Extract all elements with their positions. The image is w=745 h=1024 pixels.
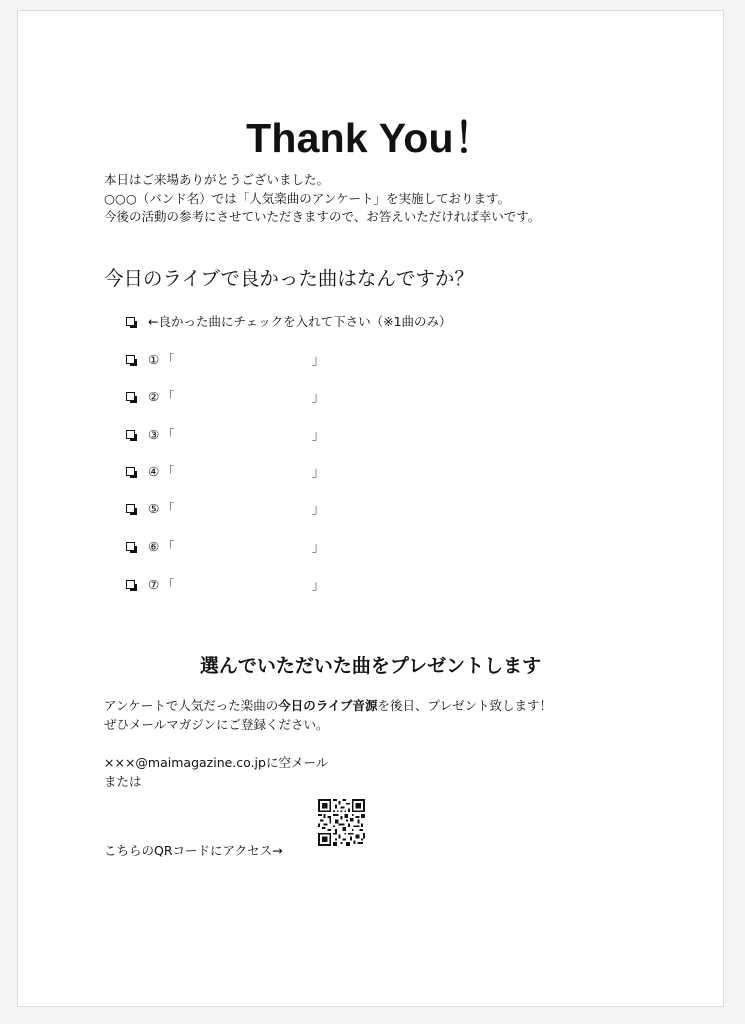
song-checkbox[interactable] bbox=[126, 580, 135, 589]
present-line: ぜひメールマガジンにご登録ください。 bbox=[104, 717, 329, 732]
present-text-bold: 今日のライブ音源 bbox=[278, 698, 378, 713]
bracket-close: 」 bbox=[312, 389, 325, 404]
song-number: ② bbox=[148, 388, 160, 404]
bracket-open: 「 bbox=[162, 352, 175, 367]
intro-text bbox=[104, 171, 540, 227]
song-number: ③ bbox=[148, 426, 160, 442]
qr-access-text: こちらのQRコードにアクセス→ bbox=[104, 843, 283, 858]
present-text-after: を後日、プレゼント致します！ bbox=[377, 698, 553, 713]
bracket-close: 」 bbox=[312, 464, 325, 479]
bracket-open: 「 bbox=[162, 427, 175, 442]
song-option-row[interactable] bbox=[126, 574, 325, 594]
bracket-close: 」 bbox=[312, 501, 325, 516]
song-checkbox[interactable] bbox=[126, 504, 135, 513]
contact-info bbox=[104, 753, 328, 791]
song-checkbox[interactable] bbox=[126, 355, 135, 364]
instruction-row bbox=[126, 311, 452, 331]
present-text-before: アンケートで人気だった楽曲の bbox=[104, 698, 279, 713]
song-option-row[interactable] bbox=[126, 461, 325, 481]
song-checkbox[interactable] bbox=[126, 542, 135, 551]
instruction-text: ←良かった曲にチェックを入れて下さい（※1曲のみ） bbox=[148, 314, 452, 329]
intro-line: ○○○（バンド名）では「人気楽曲のアンケート」を実施しております。 bbox=[104, 190, 510, 206]
song-checkbox[interactable] bbox=[126, 430, 135, 439]
bracket-close: 」 bbox=[312, 352, 325, 367]
song-number: ④ bbox=[148, 463, 160, 479]
intro-line: 本日はご来場ありがとうございました。 bbox=[104, 172, 330, 187]
email-line: ×××@maimagazine.co.jpに空メール bbox=[104, 755, 329, 770]
song-checkbox[interactable] bbox=[126, 392, 135, 401]
present-text bbox=[104, 696, 552, 734]
page-title: Thank You！ bbox=[246, 115, 495, 161]
song-number: ⑦ bbox=[148, 576, 160, 592]
present-line bbox=[104, 696, 552, 715]
song-option-row[interactable] bbox=[126, 349, 325, 369]
bracket-close: 」 bbox=[312, 577, 325, 592]
song-number: ⑤ bbox=[148, 500, 160, 516]
song-number: ⑥ bbox=[148, 538, 160, 554]
song-number: ① bbox=[148, 351, 160, 367]
song-option-row[interactable] bbox=[126, 536, 325, 556]
bracket-open: 「 bbox=[162, 577, 175, 592]
document-page bbox=[17, 10, 724, 1007]
song-option-row[interactable] bbox=[126, 424, 325, 444]
bracket-open: 「 bbox=[162, 389, 175, 404]
bracket-open: 「 bbox=[162, 501, 175, 516]
present-heading: 選んでいただいた曲をプレゼントします bbox=[199, 655, 542, 677]
qr-code-icon[interactable] bbox=[318, 799, 365, 846]
survey-question: 今日のライブで良かった曲はなんですか？ bbox=[104, 267, 474, 290]
song-option-row[interactable] bbox=[126, 386, 325, 406]
bracket-open: 「 bbox=[162, 539, 175, 554]
bracket-close: 」 bbox=[312, 539, 325, 554]
checkbox-sample-icon bbox=[126, 317, 135, 326]
or-text: または bbox=[104, 774, 142, 789]
bracket-close: 」 bbox=[312, 427, 325, 442]
song-checkbox[interactable] bbox=[126, 467, 135, 476]
song-option-row[interactable] bbox=[126, 498, 325, 518]
bracket-open: 「 bbox=[162, 464, 175, 479]
intro-line: 今後の活動の参考にさせていただきますので、お答えいただければ幸いです。 bbox=[104, 209, 541, 224]
